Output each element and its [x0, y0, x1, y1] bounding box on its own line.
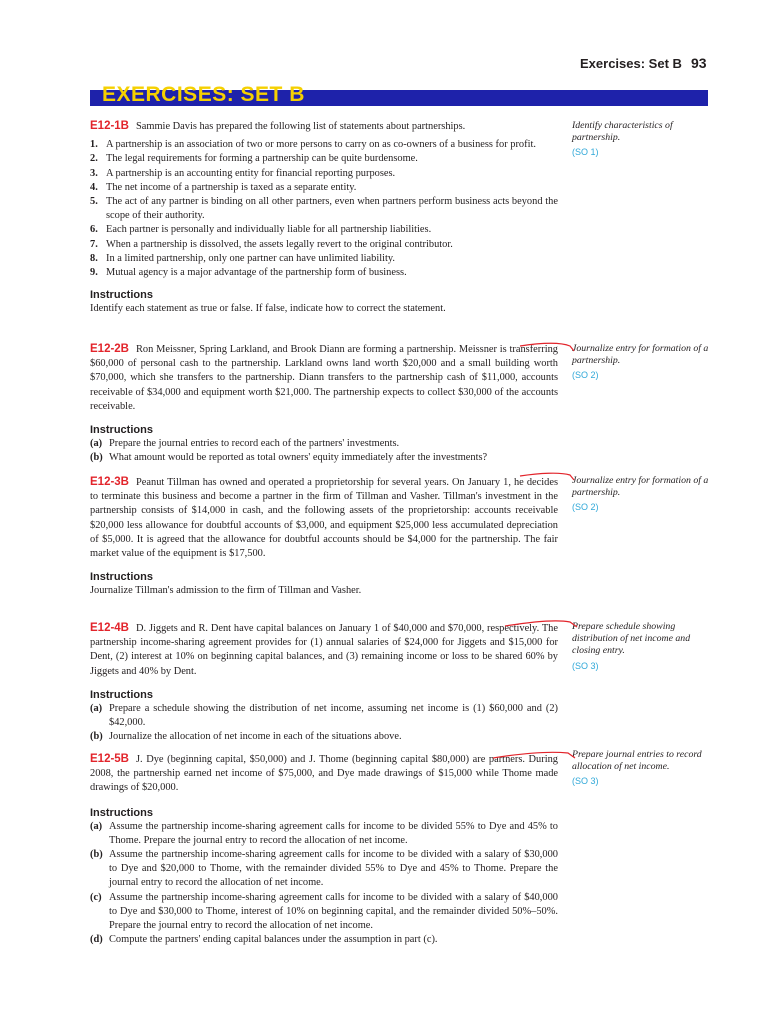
part-label: (b): [90, 731, 103, 743]
exercise-body: [90, 752, 558, 796]
margin-connector-line: [520, 472, 521, 473]
margin-note-text: Identify characteristics of partnership.: [572, 120, 673, 144]
part-text: What amount would be reported as total owners' equity immediately after the investments?: [109, 452, 488, 464]
margin-connector-line: [493, 751, 494, 752]
part-label: (b): [90, 452, 103, 464]
list-item: [90, 181, 558, 195]
part-text: Journalize the allocation of net income in each of the situations above.: [109, 731, 402, 743]
item-text: The legal requirements for forming a partnership can be quite burdensome.: [106, 153, 418, 165]
part-text: Assume the partnership income-sharing agreement calls for income to be divided with a salary of $40,000 to Dye and $30,000 to Thome, interest of 10% on beginning capital, and the remainder divided 50%–50%. Prepare the journal entry to record the allocation of net income.: [109, 891, 558, 932]
study-objective-tag: (SO 2): [572, 370, 599, 381]
list-item: [90, 891, 558, 934]
list-item: [90, 266, 558, 280]
list-item: [90, 223, 558, 237]
item-number: 6.: [90, 224, 98, 236]
margin-note-text: Journalize entry for formation of a partnership.: [572, 475, 709, 499]
exercise-e12-1b: [90, 119, 558, 316]
instruction-parts: [90, 820, 558, 948]
exercise-intro-text: Sammie Davis has prepared the following list of statements about partnerships.: [136, 121, 466, 132]
margin-note-e12-5b: [572, 749, 710, 786]
list-item: [90, 437, 558, 451]
instructions-heading: Instructions: [90, 571, 153, 584]
exercise-body-text: Ron Meissner, Spring Larkland, and Brook Diann are forming a partnership. Meissner is transferring $60,000 of personal cash to the partnership. Larkland owns land worth $20,000 and a small building worth $70,000, which she transfers to the partnership. Diann transfers to the partnership cash of $11,000, accounts receivable of $34,000 and equipment worth $21,000. The partnership expects to collect $30,000 of the accounts receivable.: [90, 344, 558, 412]
instructions-text: Identify each statement as true or false. If false, indicate how to correct the statement.: [90, 303, 446, 315]
item-text: A partnership is an association of two or more persons to carry on as co-owners of a business for profit.: [106, 139, 536, 151]
list-item: [90, 702, 558, 730]
part-text: Prepare the journal entries to record each of the partners' investments.: [109, 438, 400, 450]
page-number: 93: [691, 55, 707, 71]
instructions-heading: Instructions: [90, 289, 153, 302]
statement-list: [90, 138, 558, 280]
exercise-intro: [90, 119, 558, 134]
list-item: [90, 451, 558, 465]
list-item: [90, 730, 558, 744]
item-number: 1.: [90, 139, 98, 151]
part-label: (a): [90, 702, 103, 714]
exercise-number: E12-3B: [90, 476, 129, 488]
list-item: [90, 152, 558, 166]
margin-note-e12-2b: [572, 343, 710, 380]
list-item: [90, 167, 558, 181]
section-banner-title: EXERCISES: SET B: [102, 83, 305, 106]
study-objective-tag: (SO 2): [572, 502, 599, 513]
instruction-parts: [90, 437, 558, 465]
exercise-body-text: Peanut Tillman has owned and operated a proprietorship for several years. On January 1, he decides to terminate this business and become a partner in the firm of Tillman and Vasher. Tillman's investment in the partnership consists of $14,000 in cash, and the following assets of the proprietorship: accounts receivable $20,000 less allowance for doubtful accounts of $3,000, and equipment $25,000 less accumulated depreciation of $5,000. It is agreed that the allowance for doubtful accounts should be $4,000 for the partnership. The fair market value of the equipment is $17,500.: [90, 477, 558, 560]
part-text: Assume the partnership income-sharing agreement calls for income to be divided 55% to Dye and 45% to Thome. Prepare the journal entry to record the allocation of net income.: [109, 820, 558, 846]
exercise-body: [90, 475, 558, 561]
exercise-e12-4b: [90, 621, 558, 744]
study-objective-tag: (SO 3): [572, 776, 599, 787]
item-text: Mutual agency is a major advantage of the partnership form of business.: [106, 267, 407, 279]
part-text: Prepare a schedule showing the distribution of net income, assuming net income is (1) $60,000 and (2) $42,000.: [109, 702, 558, 729]
exercise-e12-2b: [90, 342, 558, 465]
item-text: Each partner is personally and individually liable for all partnership liabilities.: [106, 224, 432, 236]
margin-note-text: Journalize entry for formation of a partnership.: [572, 343, 709, 367]
margin-note-e12-4b: [572, 621, 710, 671]
item-text: In a limited partnership, only one partner can have unlimited liability.: [106, 252, 396, 264]
item-text: The net income of a partnership is taxed as a separate entity.: [106, 181, 357, 193]
margin-note-e12-3b: [572, 475, 710, 512]
item-text: The act of any partner is binding on all other partners, even when partners perform business acts beyond the scope of their authority.: [106, 196, 558, 222]
list-item: [90, 138, 558, 152]
part-text: Compute the partners' ending capital balances under the assumption in part (c).: [109, 934, 438, 946]
running-header-title: Exercises: Set B: [580, 56, 682, 71]
item-number: 8.: [90, 252, 98, 264]
margin-connector-line: [520, 343, 521, 344]
item-number: 9.: [90, 267, 98, 279]
part-label: (c): [90, 891, 102, 903]
exercise-body-text: D. Jiggets and R. Dent have capital balances on January 1 of $40,000 and $70,000, respectively. The partnership income-sharing agreement provides for (1) annual salaries of $24,000 for Jiggets and $15,000 for Dent, (2) interest at 10% on beginning capital balances, and (3) remaining income or loss to be shared 60% by Jiggets and 40% by Dent.: [90, 623, 558, 677]
study-objective-tag: (SO 1): [572, 147, 599, 158]
item-number: 4.: [90, 181, 98, 193]
instructions-heading: Instructions: [90, 806, 153, 819]
part-label: (b): [90, 849, 103, 861]
item-number: 5.: [90, 196, 98, 208]
part-label: (a): [90, 438, 103, 450]
list-item: [90, 848, 558, 891]
margin-connector-line: [505, 620, 506, 621]
part-text: Assume the partnership income-sharing agreement calls for income to be divided with a salary of $30,000 to Dye and $20,000 to Thome, with the remainder divided 55% to Dye and 45% to Thome. Prepare the journal entry to record the allocation of net income.: [109, 849, 558, 889]
item-text: A partnership is an accounting entity for financial reporting purposes.: [106, 167, 396, 179]
instructions-text: Journalize Tillman's admission to the firm of Tillman and Vasher.: [90, 585, 362, 597]
list-item: [90, 238, 558, 252]
item-number: 7.: [90, 238, 98, 250]
list-item: [90, 820, 558, 848]
exercise-number: E12-1B: [90, 120, 129, 132]
instruction-parts: [90, 702, 558, 745]
item-number: 3.: [90, 167, 98, 179]
margin-note-text: Prepare schedule showing distribution of net income and closing entry.: [572, 621, 691, 657]
exercise-body: [90, 342, 558, 414]
part-label: (a): [90, 820, 103, 832]
exercise-body-text: J. Dye (beginning capital, $50,000) and J. Thome (beginning capital $80,000) are partners. During 2008, the partnership earned net income of $75,000, and Dye made drawings of $15,000 while Thome made drawings of $20,000.: [90, 754, 558, 794]
exercise-number: E12-5B: [90, 753, 129, 765]
list-item: [90, 252, 558, 266]
list-item: [90, 195, 558, 223]
exercise-e12-5b: [90, 752, 558, 947]
item-text: When a partnership is dissolved, the assets legally revert to the original contributor.: [106, 238, 453, 250]
study-objective-tag: (SO 3): [572, 660, 599, 671]
exercise-body: [90, 621, 558, 679]
instructions-heading: Instructions: [90, 688, 153, 701]
part-label: (d): [90, 934, 103, 946]
item-number: 2.: [90, 153, 98, 165]
margin-note-e12-1b: [572, 120, 710, 157]
exercise-number: E12-2B: [90, 343, 129, 355]
exercise-number: E12-4B: [90, 622, 129, 634]
margin-note-text: Prepare journal entries to record allocation of net income.: [572, 749, 702, 773]
exercise-e12-3b: [90, 475, 558, 598]
instructions-heading: Instructions: [90, 424, 153, 437]
list-item: [90, 933, 558, 947]
